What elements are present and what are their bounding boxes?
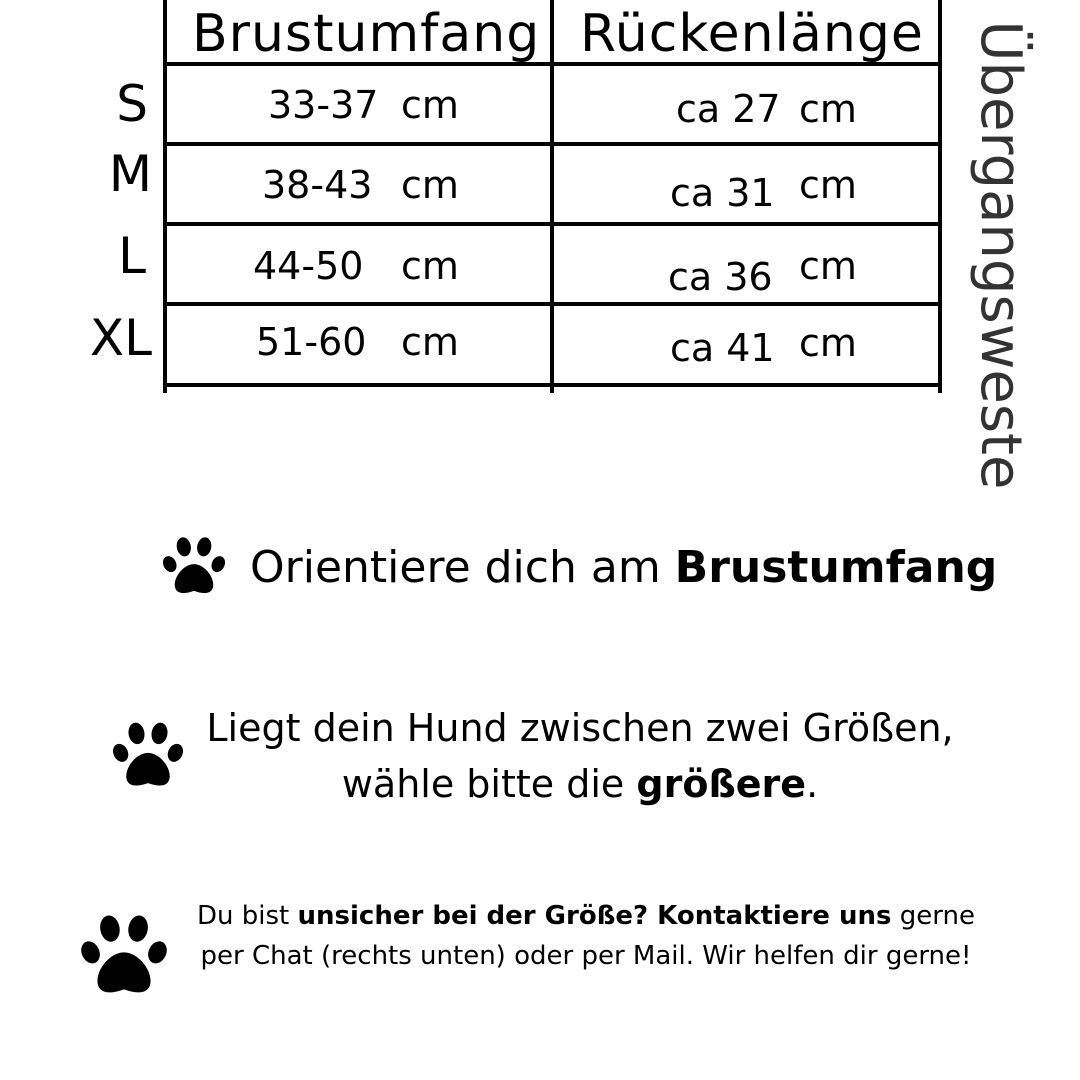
- back-unit-xl: cm: [799, 321, 857, 365]
- tip-between-sizes: [200, 700, 960, 812]
- paw-print-icon: [162, 536, 226, 596]
- chest-unit-m: cm: [401, 163, 459, 207]
- header-back-length: Rückenlänge: [580, 4, 924, 64]
- tip-line2-post: .: [806, 762, 819, 806]
- tip-line2-bold: größere: [636, 762, 807, 806]
- size-label-m: M: [108, 145, 152, 203]
- tip-contact-post: gerne per Chat (rechts unten) oder per Mail. Wir helfen dir gerne!: [200, 901, 975, 971]
- tip-contact: [186, 896, 986, 976]
- tip-between-sizes-line1: Liegt dein Hund zwischen zwei Größen,: [206, 706, 954, 750]
- chest-unit-l: cm: [401, 244, 459, 288]
- tip-orientation-text: Orientiere dich am: [250, 542, 675, 593]
- chest-unit-s: cm: [401, 83, 459, 127]
- table-right-border: [938, 0, 942, 393]
- table-row-line: [163, 142, 942, 146]
- chest-value-s: 33-37: [268, 83, 379, 127]
- table-row-line: [163, 302, 942, 306]
- back-unit-m: cm: [799, 163, 857, 207]
- tip-orientation-bold: Brustumfang: [674, 542, 998, 593]
- paw-print-icon: [80, 912, 168, 998]
- chest-value-xl: 51-60: [256, 320, 367, 364]
- table-left-border: [163, 0, 167, 393]
- table-middle-divider: [550, 0, 554, 393]
- tip-between-sizes-line2: [200, 756, 960, 812]
- back-value-s: ca 27: [676, 87, 781, 131]
- chest-value-m: 38-43: [262, 163, 373, 207]
- tip-contact-bold: unsicher bei der Größe? Kontaktiere uns: [297, 901, 892, 931]
- back-value-m: ca 31: [670, 171, 775, 215]
- back-value-l: ca 36: [668, 255, 773, 299]
- size-label-l: L: [118, 227, 146, 285]
- product-title-vertical: Übergangsweste: [968, 20, 1033, 490]
- size-label-xl: XL: [89, 309, 152, 367]
- tip-orientation: [250, 540, 997, 596]
- chest-unit-xl: cm: [401, 320, 459, 364]
- back-unit-l: cm: [799, 244, 857, 288]
- tip-contact-pre: Du bist: [197, 901, 298, 931]
- paw-print-icon: [112, 720, 184, 790]
- back-unit-s: cm: [799, 87, 857, 131]
- back-value-xl: ca 41: [670, 326, 775, 370]
- chest-value-l: 44-50: [253, 244, 364, 288]
- table-row-line: [163, 222, 942, 226]
- tip-line2-pre: wähle bitte die: [341, 762, 637, 806]
- header-chest: Brustumfang: [192, 4, 541, 64]
- table-row-line: [163, 383, 942, 387]
- size-label-s: S: [116, 75, 148, 133]
